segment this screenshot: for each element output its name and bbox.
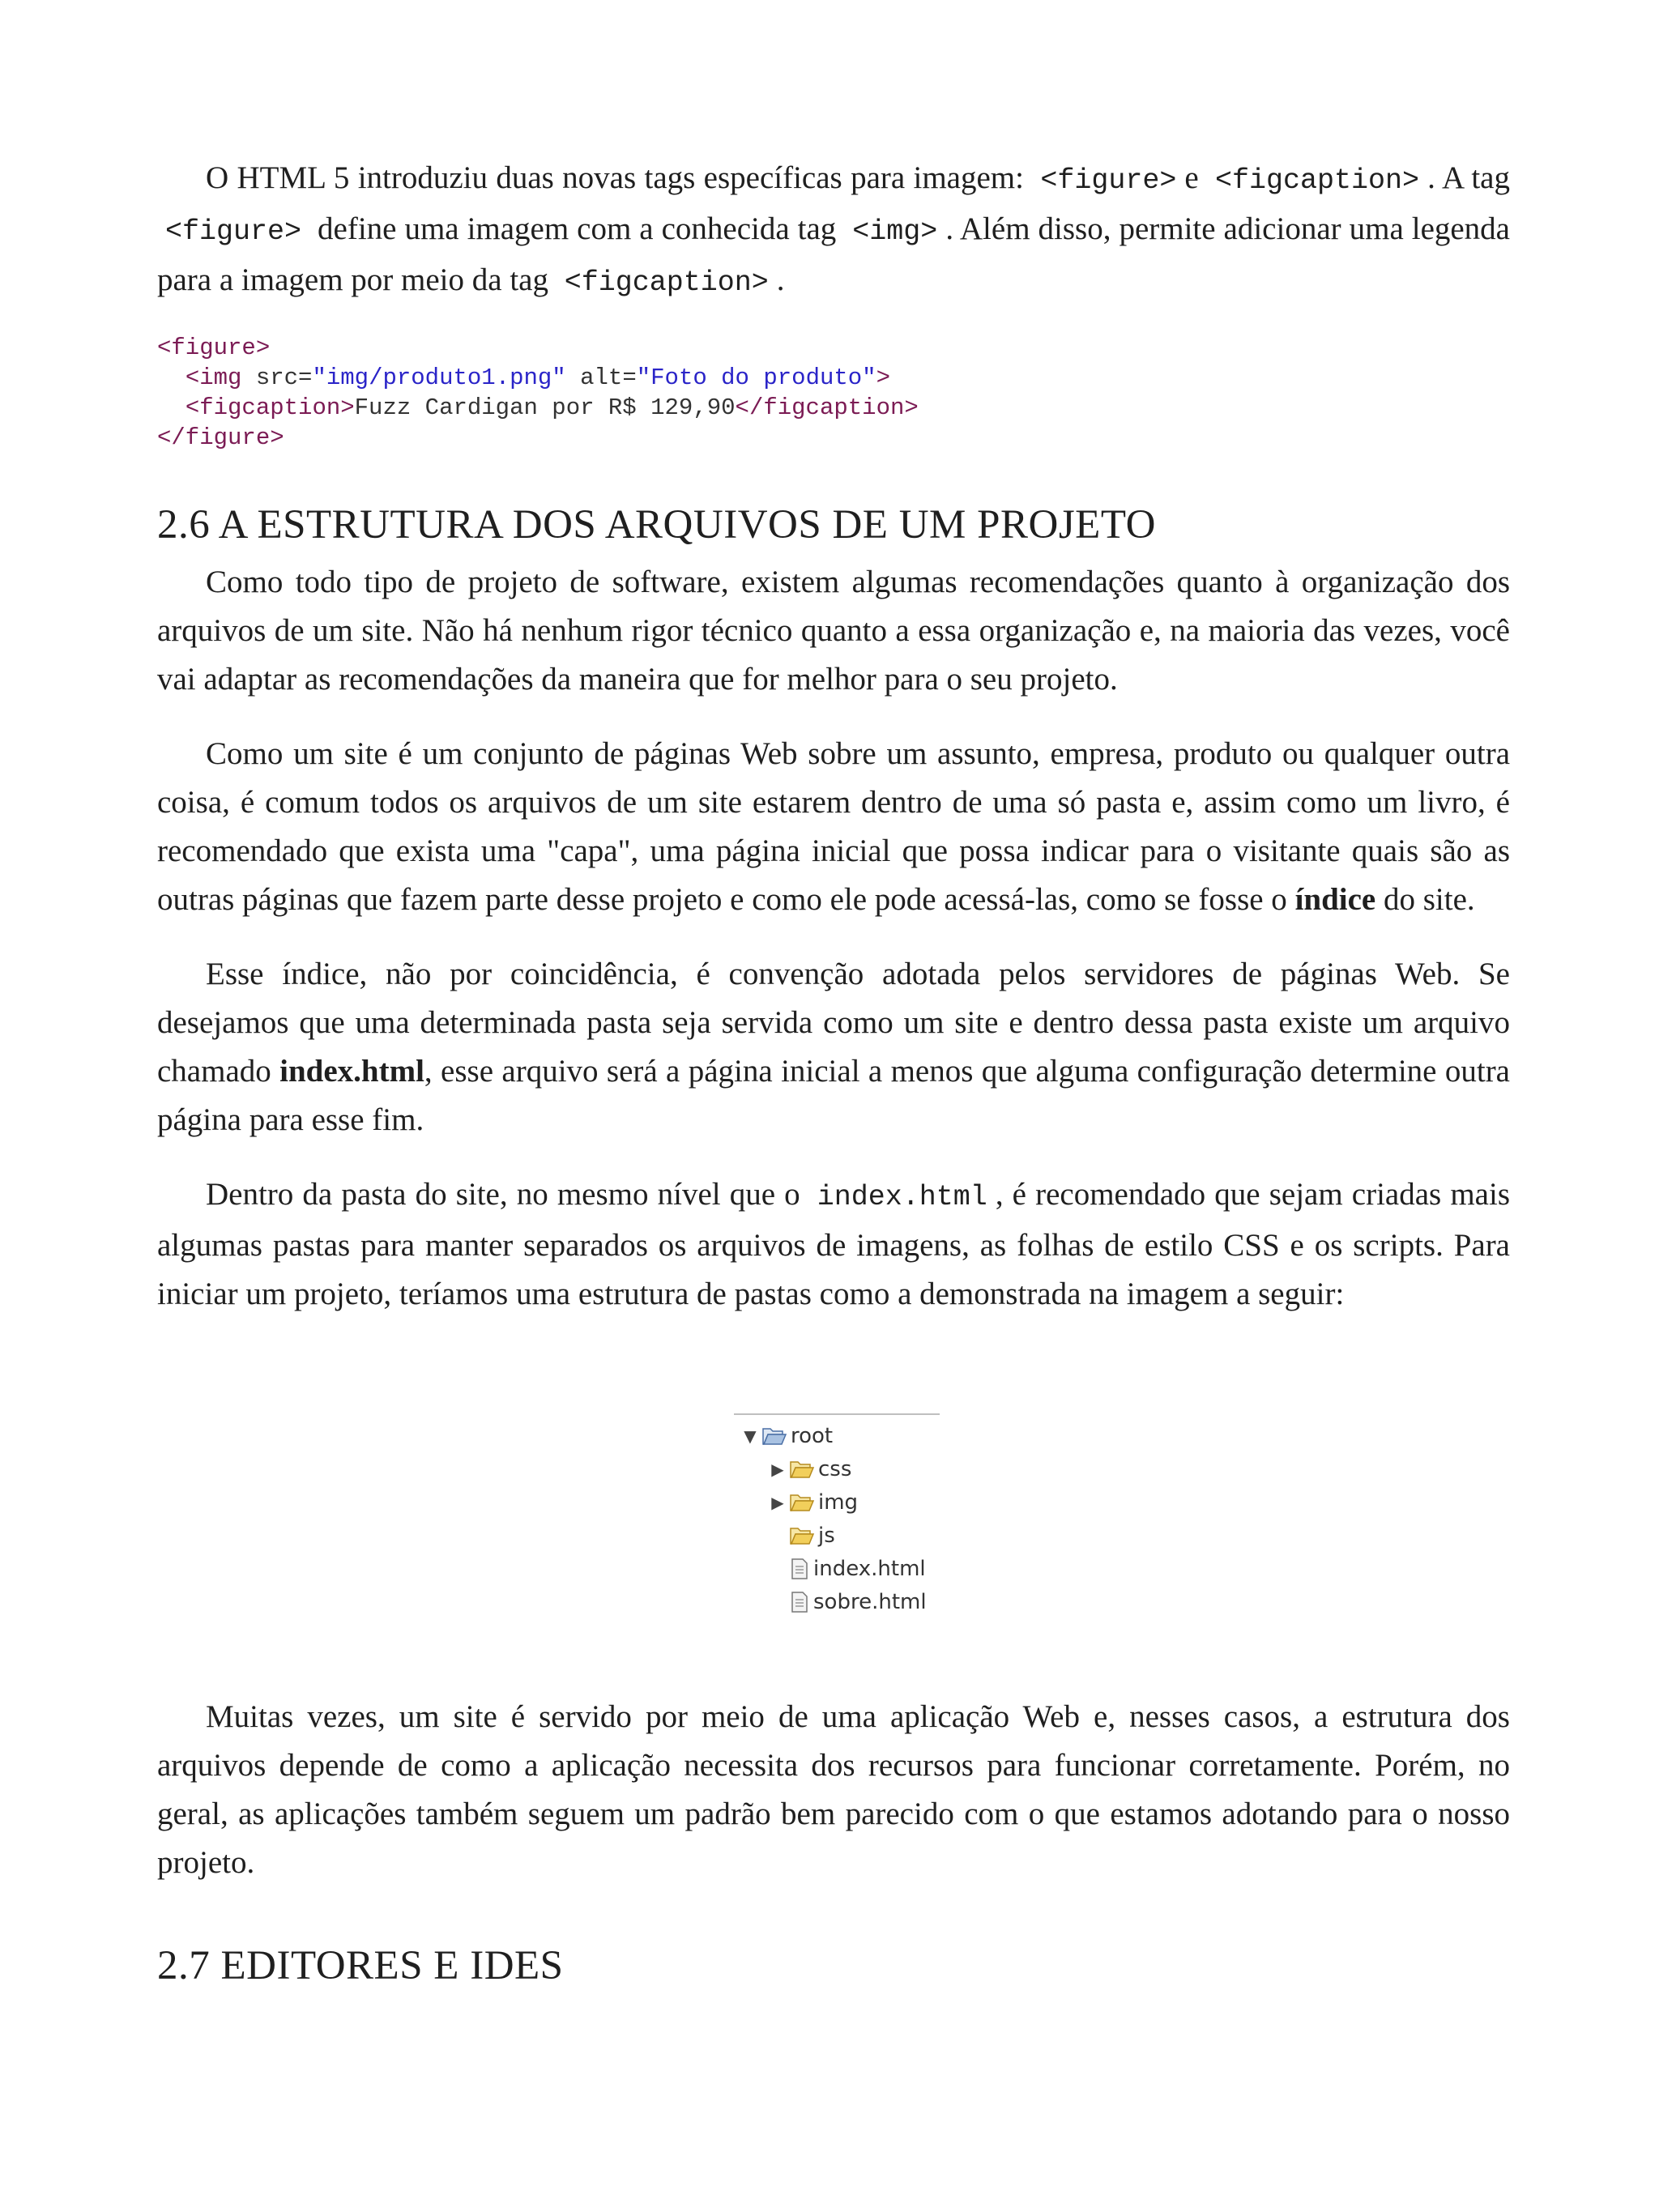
- code-tag: </figcaption>: [735, 394, 919, 421]
- tree-row-root: [739, 1420, 833, 1452]
- paragraph: [157, 950, 1510, 1144]
- intro-text: . Além disso, permite adicionar uma legenda para a imagem por meio da tag: [157, 211, 1510, 297]
- code-attr: alt=: [565, 364, 637, 391]
- file-icon: [789, 1591, 810, 1613]
- paragraph: Muitas vezes, um site é servido por meio de uma aplicação Web e, nesses casos, a estrutura dos arquivos depende de como a aplicação necessita dos recursos para funcionar corretamente. Porém, no geral, as aplicações também seguem um padrão bem parecido com o que estamos adotando para o nosso projeto.: [157, 1699, 1510, 1880]
- inline-code-img: <img>: [852, 215, 938, 248]
- paragraph-text: Esse índice, não por coincidência, é convenção adotada pelos servidores de páginas Web. Se desejamos que uma determinada pasta seja servida como um site e dentro dessa pasta existe um arquivo chamado: [157, 957, 1510, 1089]
- code-indent: [157, 394, 186, 421]
- tree-row-css: [766, 1453, 851, 1485]
- code-tag: <figcaption>: [185, 394, 355, 421]
- intro-text: .: [776, 262, 785, 297]
- folder-icon: [789, 1525, 815, 1546]
- code-tag: >: [876, 364, 890, 391]
- inline-code-figcaption: <figcaption>: [564, 266, 769, 299]
- tree-row-img: [766, 1486, 858, 1519]
- collapsed-arrow-icon: ▶: [771, 1493, 784, 1512]
- section-heading: 2.7 EDITORES E IDES: [157, 1943, 564, 1988]
- file-icon: [789, 1558, 810, 1580]
- paragraph: Como todo tipo de projeto de software, existem algumas recomendações quanto à organização dos arquivos de um site. Não há nenhum rigor técnico quanto a essa organização e, na maioria das vezes, você vai adaptar as recomendações da maneira que for melhor para o seu projeto.: [157, 565, 1510, 697]
- code-text: Fuzz Cardigan por R$ 129,90: [354, 394, 736, 421]
- tree-label: index.html: [813, 1557, 926, 1581]
- folder-icon: [789, 1492, 815, 1513]
- intro-text: . A tag: [1427, 160, 1510, 195]
- code-tag: <figure>: [157, 335, 271, 361]
- code-tag: </figure>: [157, 424, 284, 451]
- inline-code-figcaption: <figcaption>: [1215, 164, 1420, 197]
- paragraph-text: do site.: [1383, 882, 1475, 917]
- open-folder-icon: [761, 1426, 787, 1447]
- code-block: [157, 333, 1510, 453]
- file-tree-figure: [734, 1413, 940, 1626]
- collapsed-arrow-icon: ▶: [771, 1460, 784, 1479]
- tree-label: sobre.html: [813, 1590, 927, 1614]
- folder-icon: [789, 1459, 815, 1480]
- paragraph-text: Dentro da pasta do site, no mesmo nível que o: [206, 1177, 800, 1212]
- tree-label: root: [791, 1424, 834, 1448]
- code-attr: src=: [241, 364, 313, 391]
- intro-text: e: [1184, 160, 1199, 195]
- intro-text: O HTML 5 introduziu duas novas tags específicas para imagem:: [206, 160, 1024, 195]
- paragraph-text: Como um site é um conjunto de páginas Web sobre um assunto, empresa, produto ou qualquer outra coisa, é comum todos os arquivos de um site estarem dentro de uma só pasta e, assim como um livro, é recomendado que exista uma "capa", uma página inicial que possa indicar para o visitante quais são as outras páginas que fazem parte desse projeto e como ele pode acessá-las, como se fosse o: [157, 736, 1510, 917]
- paragraph-text: , esse arquivo será a página inicial a menos que alguma configuração determine outra página para esse fim.: [157, 1054, 1510, 1137]
- page-content-lower: [157, 1693, 1510, 1989]
- paragraph: [157, 730, 1510, 924]
- code-string: "img/produto1.png": [312, 364, 566, 391]
- inline-code-figure: <figure>: [165, 215, 302, 248]
- paragraph-text: , é recomendado que sejam criadas mais algumas pastas para manter separados os arquivos de imagens, as folhas de estilo CSS e os scripts. Para iniciar um projeto, teríamos uma estrutura de pastas como a demonstrada na imagem a seguir:: [157, 1177, 1510, 1311]
- paragraph: [157, 1170, 1510, 1319]
- tree-label: js: [818, 1524, 835, 1548]
- tree-row-index: [789, 1553, 926, 1585]
- inline-code-index: index.html: [817, 1181, 987, 1213]
- intro-text: define uma imagem com a conhecida tag: [318, 211, 837, 246]
- code-tag: <img: [185, 364, 242, 391]
- tree-label: img: [818, 1490, 859, 1515]
- page-content: [157, 154, 1510, 1345]
- tree-label: css: [818, 1457, 852, 1481]
- tree-row-js: [789, 1519, 835, 1552]
- expanded-arrow-icon: ▼: [744, 1426, 757, 1446]
- inline-code-figure: <figure>: [1040, 164, 1177, 197]
- code-indent: [157, 364, 186, 391]
- intro-paragraph: [157, 154, 1510, 307]
- code-string: "Foto do produto": [636, 364, 876, 391]
- bold-term: index.html: [279, 1054, 424, 1089]
- bold-term: índice: [1294, 882, 1376, 917]
- section-heading: 2.6 A ESTRUTURA DOS ARQUIVOS DE UM PROJETO: [157, 502, 1156, 548]
- tree-row-sobre: [789, 1586, 927, 1618]
